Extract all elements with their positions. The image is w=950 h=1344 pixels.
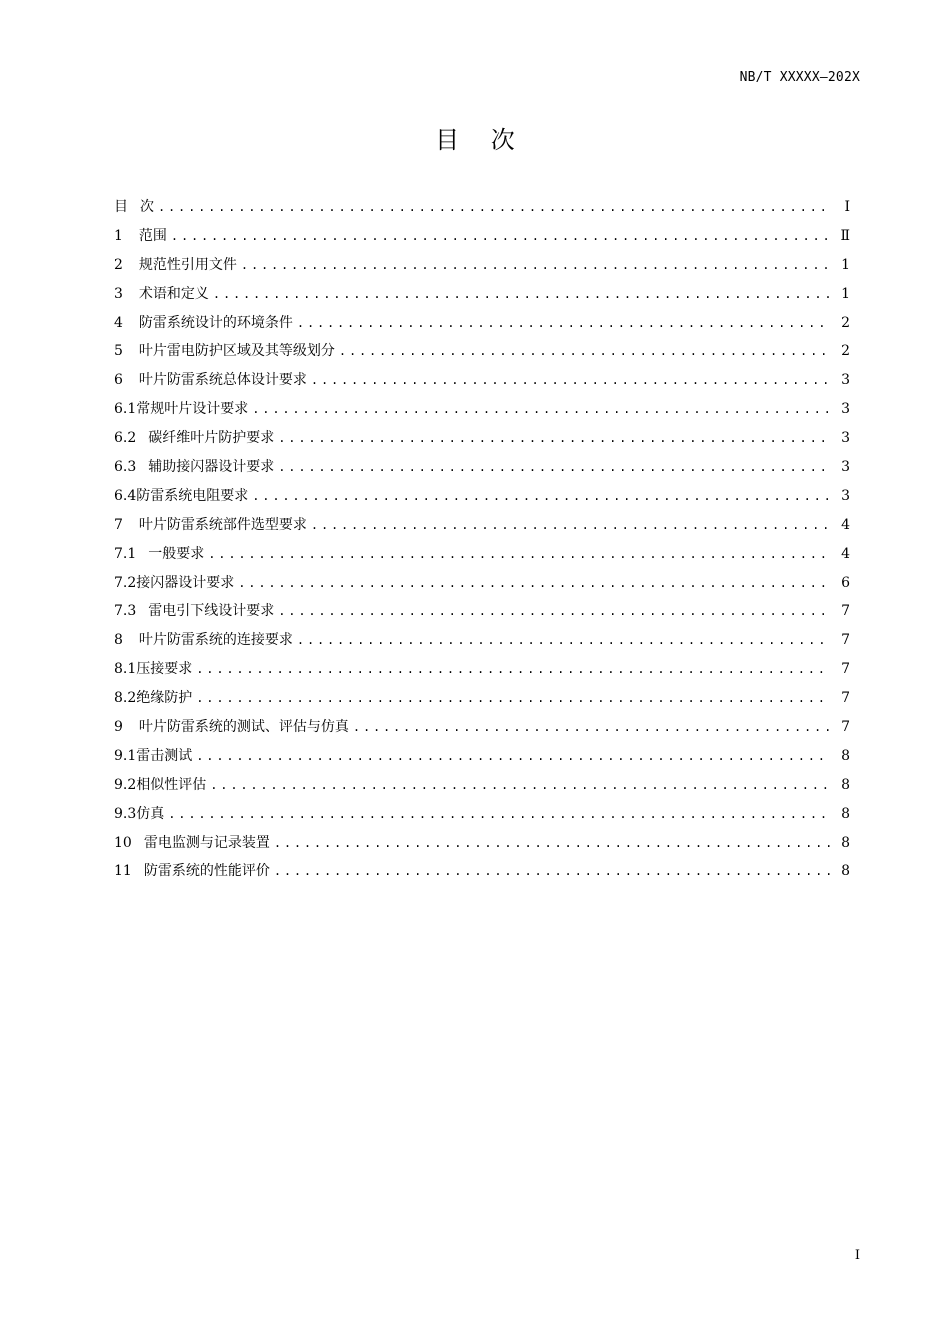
toc-entry-title: 雷电监测与记录装置 xyxy=(143,834,270,851)
toc-dot-leader xyxy=(297,309,830,338)
page-number: I xyxy=(854,1248,860,1263)
toc-entry-title: 接闪器设计要求 xyxy=(136,574,235,591)
toc-dot-leader xyxy=(208,540,830,569)
toc-entry-number: 6.2 xyxy=(114,430,137,447)
toc-entry-title: 防雷系统的性能评价 xyxy=(143,863,270,880)
toc-entry-title: 碳纤维叶片防护要求 xyxy=(148,430,275,447)
toc-entry-page: 3 xyxy=(841,487,850,504)
toc-entry-title: 一般要求 xyxy=(148,545,205,562)
toc-entry-title: 次 xyxy=(140,199,154,215)
toc-entry-number: 8 xyxy=(114,632,123,649)
toc-entry-page: 2 xyxy=(841,314,850,331)
toc-entry-page: 8 xyxy=(841,834,850,851)
toc-dot-leader xyxy=(158,193,830,222)
toc-entry[interactable] xyxy=(114,251,850,280)
toc-entry[interactable] xyxy=(114,713,850,742)
toc-entry-title: 雷击测试 xyxy=(136,747,193,764)
toc-entry-page: 7 xyxy=(841,632,850,649)
toc-dot-leader xyxy=(311,366,830,395)
toc-entry-title: 叶片防雷系统总体设计要求 xyxy=(138,372,307,389)
toc-entry[interactable] xyxy=(114,742,850,771)
toc-entry[interactable] xyxy=(114,771,850,800)
toc-entry[interactable] xyxy=(114,655,850,684)
toc-dot-leader xyxy=(297,626,830,655)
toc-dot-leader xyxy=(168,800,830,829)
toc-entry[interactable] xyxy=(114,800,850,829)
toc-entry[interactable] xyxy=(114,453,850,482)
toc-entry-page: 1 xyxy=(841,285,850,302)
toc-dot-leader xyxy=(278,597,830,626)
toc-entry-number: 7.2 xyxy=(114,574,137,591)
toc-entry-number: 目 xyxy=(114,199,128,215)
toc-entry[interactable] xyxy=(114,309,850,338)
toc-entry-title: 雷电引下线设计要求 xyxy=(148,603,275,620)
toc-dot-leader xyxy=(252,482,830,511)
toc-entry-number: 9.2 xyxy=(114,776,137,793)
toc-entry-number: 6.1 xyxy=(114,401,137,418)
toc-entry-page: 8 xyxy=(841,863,850,880)
toc-entry-page: I xyxy=(844,199,850,215)
toc-entry-title: 规范性引用文件 xyxy=(138,256,237,273)
toc-entry-page: 8 xyxy=(841,776,850,793)
toc-dot-leader xyxy=(274,829,830,858)
toc-entry-title: 相似性评估 xyxy=(136,776,207,793)
toc-entry-page: 2 xyxy=(841,343,850,360)
toc-entry-number: 7 xyxy=(114,516,123,533)
toc-entry-title: 叶片防雷系统的测试、评估与仿真 xyxy=(138,719,349,736)
toc-dot-leader xyxy=(196,655,830,684)
toc-dot-leader xyxy=(238,569,830,598)
toc-entry-number: 8.1 xyxy=(114,661,137,678)
toc-entry-page: 7 xyxy=(841,603,850,620)
toc-entry-title: 辅助接闪器设计要求 xyxy=(148,459,275,476)
toc-entry[interactable] xyxy=(114,569,850,598)
toc-entry[interactable] xyxy=(114,857,850,886)
toc-entry-number: 4 xyxy=(114,314,123,331)
toc-dot-leader xyxy=(241,251,830,280)
toc-entry[interactable] xyxy=(114,684,850,713)
toc-entry-title: 术语和定义 xyxy=(138,285,209,302)
toc-entry-page: 3 xyxy=(841,430,850,447)
toc-entry[interactable] xyxy=(114,829,850,858)
toc-entry-number: 7.3 xyxy=(114,603,137,620)
toc-entry[interactable] xyxy=(114,511,850,540)
toc-dot-leader xyxy=(196,684,830,713)
toc-entry-page: 7 xyxy=(841,690,850,707)
toc-entry[interactable] xyxy=(114,540,850,569)
toc-entry-number: 6 xyxy=(114,372,123,389)
toc-entry-number: 8.2 xyxy=(114,690,137,707)
toc-entry-number: 6.4 xyxy=(114,487,137,504)
toc-entry-page: 4 xyxy=(841,545,850,562)
toc-entry[interactable] xyxy=(114,626,850,655)
toc-entry-title: 仿真 xyxy=(136,805,165,822)
toc-entry-page: 3 xyxy=(841,372,850,389)
toc-dot-leader xyxy=(278,424,830,453)
toc-entry-page: 3 xyxy=(841,401,850,418)
toc-entry-page: 7 xyxy=(841,719,850,736)
toc-entry-title: 常规叶片设计要求 xyxy=(136,401,249,418)
toc-entry-page: Ⅱ xyxy=(840,227,850,244)
toc-entry[interactable] xyxy=(114,193,850,222)
toc-dot-leader xyxy=(278,453,830,482)
toc-entry-page: 6 xyxy=(841,574,850,591)
toc-dot-leader xyxy=(339,337,830,366)
toc-entry-page: 4 xyxy=(841,516,850,533)
toc-entry-title: 叶片雷电防护区域及其等级划分 xyxy=(138,343,335,360)
toc-entry-title: 压接要求 xyxy=(136,661,193,678)
toc-entry-page: 3 xyxy=(841,459,850,476)
toc-dot-leader xyxy=(213,280,830,309)
toc-entry-title: 防雷系统电阻要求 xyxy=(136,487,249,504)
toc-dot-leader xyxy=(353,713,830,742)
page-title: 目 次 xyxy=(435,126,527,154)
toc-entry-number: 9.3 xyxy=(114,805,137,822)
document-code: NB/T XXXXX—202X xyxy=(739,70,860,85)
toc-dot-leader xyxy=(252,395,830,424)
toc-entry-page: 8 xyxy=(841,747,850,764)
toc-entry-number: 9.1 xyxy=(114,747,137,764)
toc-dot-leader xyxy=(274,857,830,886)
toc-entry-title: 范围 xyxy=(138,227,167,244)
toc-entry-page: 7 xyxy=(841,661,850,678)
toc-entry-page: 1 xyxy=(841,256,850,273)
toc-entry-number: 9 xyxy=(114,719,123,736)
toc-entry[interactable] xyxy=(114,482,850,511)
toc-entry-page: 8 xyxy=(841,805,850,822)
toc-entry[interactable] xyxy=(114,424,850,453)
toc-entry[interactable] xyxy=(114,280,850,309)
toc-entry-number: 3 xyxy=(114,285,123,302)
toc-entry[interactable] xyxy=(114,366,850,395)
toc-entry-title: 绝缘防护 xyxy=(136,690,193,707)
toc-entry-title: 叶片防雷系统部件选型要求 xyxy=(138,516,307,533)
toc-entry[interactable] xyxy=(114,597,850,626)
toc-entry-title: 叶片防雷系统的连接要求 xyxy=(138,632,293,649)
toc-entry-title: 防雷系统设计的环境条件 xyxy=(138,314,293,331)
toc-dot-leader xyxy=(311,511,830,540)
toc-dot-leader xyxy=(210,771,830,800)
toc-entry-number: 1 xyxy=(114,227,123,244)
toc-dot-leader xyxy=(196,742,830,771)
toc-entry-number: 2 xyxy=(114,256,123,273)
toc-entry[interactable] xyxy=(114,222,850,251)
toc-entry-number: 10 xyxy=(114,834,132,851)
table-of-contents xyxy=(114,193,850,886)
toc-entry-number: 11 xyxy=(114,863,132,880)
toc-entry[interactable] xyxy=(114,337,850,366)
toc-entry-number: 7.1 xyxy=(114,545,137,562)
toc-entry[interactable] xyxy=(114,395,850,424)
toc-dot-leader xyxy=(171,222,830,251)
toc-entry-number: 5 xyxy=(114,343,123,360)
toc-entry-number: 6.3 xyxy=(114,459,137,476)
